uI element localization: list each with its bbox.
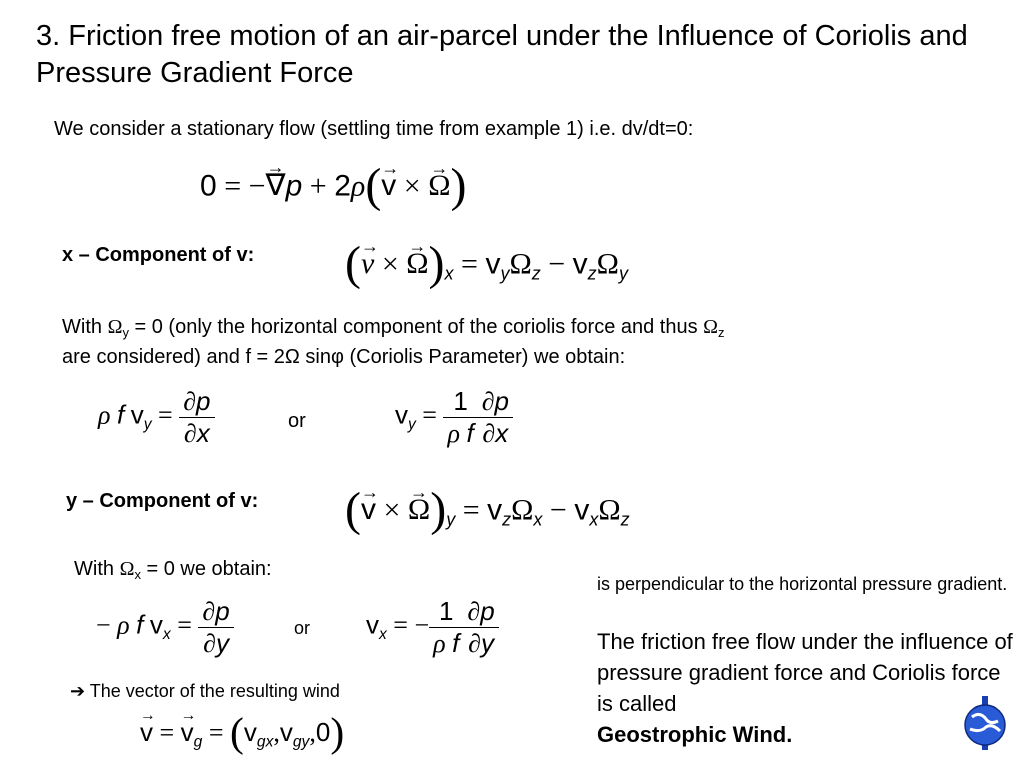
or-label-2: or — [294, 618, 311, 638]
perpendicular-note: is perpendicular to the horizontal pressure gradient. — [597, 574, 1008, 594]
omega-y-paragraph-line2: are considered) and f = 2Ω sinφ (Coriolis Parameter) we obtain: — [62, 346, 626, 368]
equation-vx-1: − ρ f $v_x$ = $\frac{\partial p}{\partial y}$ — [96, 596, 234, 659]
y-component-label: y – Component of v: — [66, 490, 259, 512]
equation-vy-1: ρ f $v_y$ = $\frac{\partial p}{\partial x}$ — [98, 386, 215, 449]
equation-x-component: (→ v × → $\Omega)_x = v_y\Omega_z - v_z\Omega_y$ — [345, 236, 628, 291]
intro-text: We consider a stationary flow (settling time from example 1) i.e. dv/dt=0: — [54, 118, 694, 140]
geostrophic-description: The friction free flow under the influence of pressure gradient force and Coriolis force is called Geostrophic Wind. — [597, 629, 1013, 747]
equation-geostrophic-vector: → v = → $v_g = (v_{gx},v_{gy},0)$ — [140, 708, 344, 756]
or-label-1: or — [288, 410, 306, 432]
equation-balance: 0 = −→ ∇p + 2ρ(→ v × → Ω) — [200, 158, 467, 213]
equation-vx-2: $v_x$ = − $\frac{1}{\text{ρ f}}$ $\frac{\partial p}{\partial y}$ — [366, 596, 499, 659]
x-component-label: x – Component of v: — [62, 244, 255, 266]
omega-x-paragraph: With Ωx = 0 we obtain: — [74, 558, 272, 582]
equation-vy-2: $v_y$ = $\frac{1}{\text{ρ f}}$ $\frac{\partial p}{\partial x}$ — [395, 386, 513, 449]
equation-y-component: (→ v × → $\Omega)_y = v_z\Omega_x - v_x\Omega_z$ — [345, 482, 630, 537]
omega-y-paragraph: With Ωy = 0 (only the horizontal component of the coriolis force and thus Ωz — [62, 316, 725, 340]
resulting-wind-text: ➔ The vector of the resulting wind — [70, 681, 340, 701]
page-title: 3. Friction free motion of an air-parcel under the Influence of Coriolis and Pressure Gradient Force — [36, 20, 968, 89]
globe-logo-icon — [960, 695, 1010, 751]
